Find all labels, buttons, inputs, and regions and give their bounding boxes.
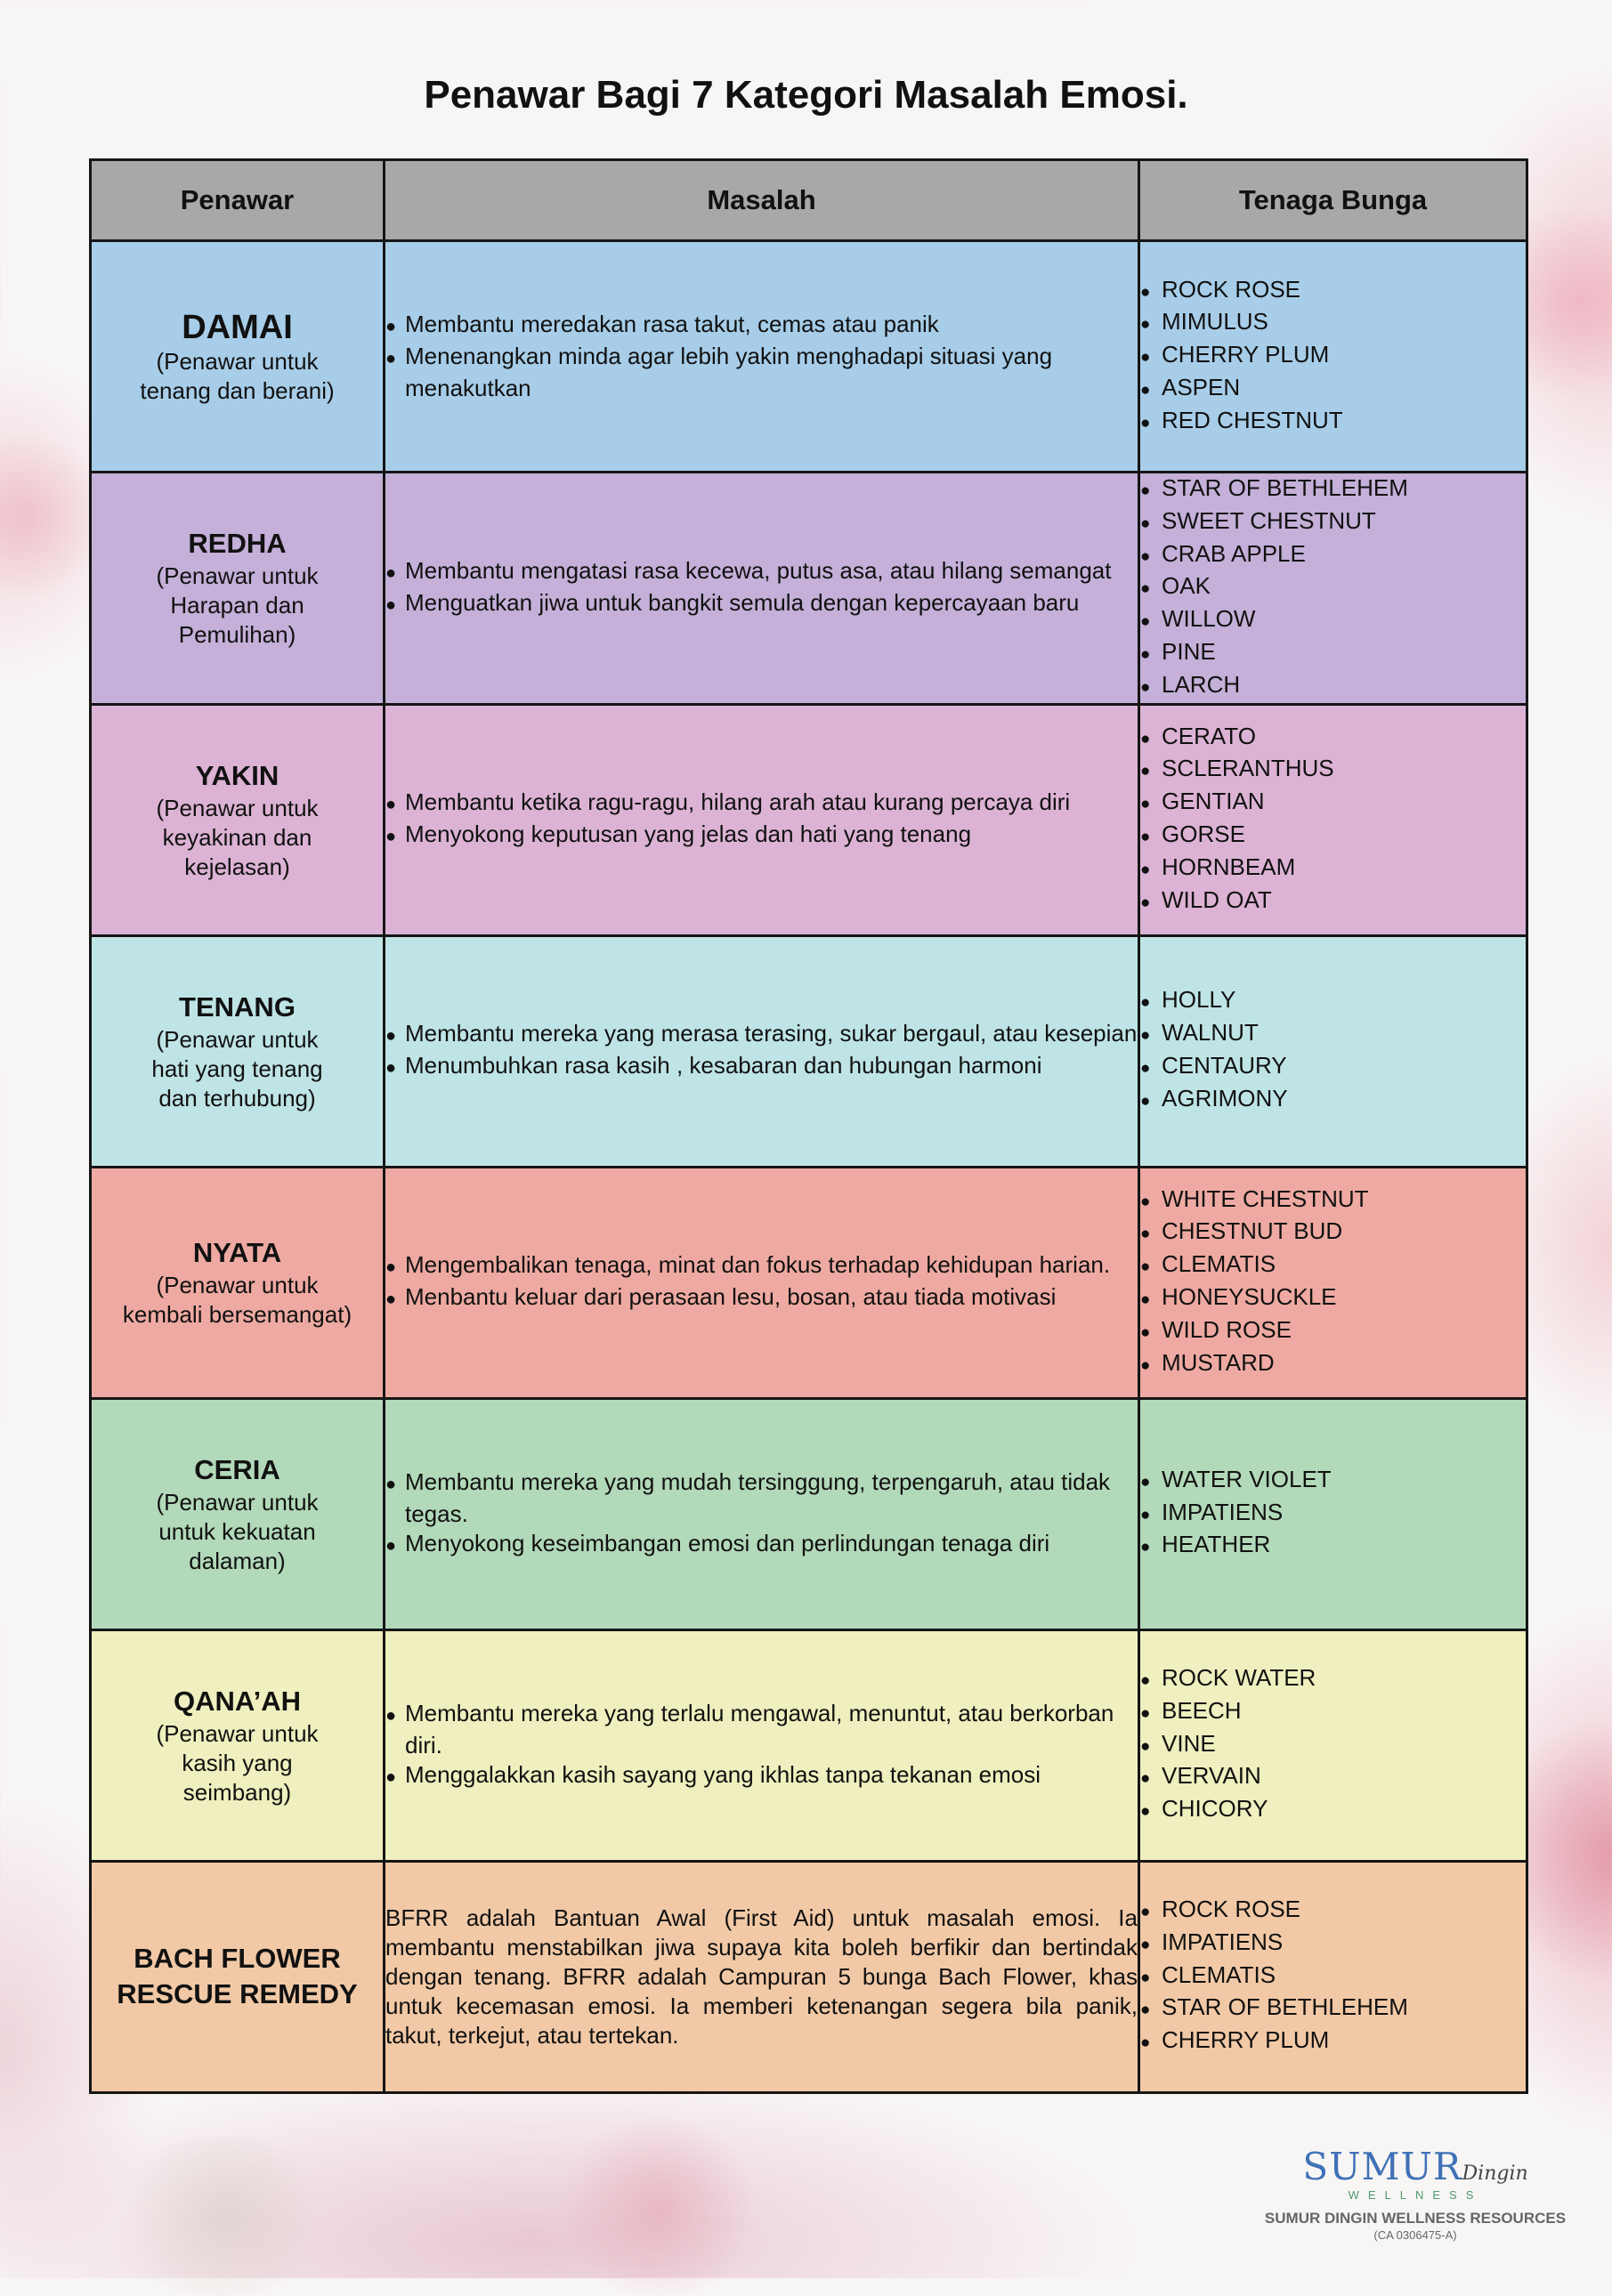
flower-item: ● CRAB APPLE	[1140, 539, 1526, 572]
flower-item: ● CHICORY	[1140, 1794, 1526, 1827]
flower-cell	[1139, 1167, 1527, 1398]
penawar-description: (Penawar untuk	[156, 562, 319, 590]
remedy-table	[89, 158, 1528, 2094]
flower-item: ● WATER VIOLET	[1140, 1465, 1526, 1498]
table-row	[91, 1861, 1527, 2092]
logo-script: Dingin	[1462, 2163, 1528, 2185]
penawar-cell	[91, 473, 385, 705]
penawar-cell	[91, 241, 385, 473]
flower-list	[1140, 473, 1526, 703]
flower-item: ● ASPEN	[1140, 373, 1526, 406]
flower-cell	[1139, 704, 1527, 935]
penawar-name: CERIA	[194, 1453, 280, 1485]
penawar-description: Harapan dan	[170, 592, 304, 619]
problem-item: ● Menyokong keputusan yang jelas dan hati yang tenang	[385, 820, 1138, 852]
logo-tagline: WELLNESS	[1348, 2188, 1483, 2202]
masalah-cell	[385, 1861, 1139, 2092]
masalah-cell	[385, 1167, 1139, 1398]
penawar-cell	[91, 935, 385, 1167]
table-row	[91, 241, 1527, 473]
problem-item: ● Membantu meredakan rasa takut, cemas atau panik	[385, 310, 1138, 342]
flower-list	[1140, 275, 1526, 439]
penawar-description: Pemulihan)	[178, 621, 296, 649]
flower-cell	[1139, 241, 1527, 473]
flower-list	[1140, 1895, 1526, 2058]
masalah-cell	[385, 1629, 1139, 1861]
penawar-name: DAMAI	[182, 308, 293, 346]
problem-item: ● Menguatkan jiwa untuk bangkit semula dengan kepercayaan baru	[385, 588, 1138, 620]
penawar-cell	[91, 1861, 385, 2092]
penawar-name: BACH FLOWER RESCUE REMEDY	[117, 1943, 358, 2010]
flower-item: ● WALNUT	[1140, 1018, 1526, 1051]
problem-list	[385, 1699, 1138, 1792]
flower-item: ● WILD ROSE	[1140, 1315, 1526, 1348]
flower-item: ● OAK	[1140, 571, 1526, 604]
problem-list	[385, 556, 1138, 620]
problem-item: ● Menyokong keseimbangan emosi dan perlindungan tenaga diri	[385, 1529, 1138, 1561]
penawar-description: (Penawar untuk	[156, 1272, 319, 1299]
table-row	[91, 473, 1527, 705]
page-title: Penawar Bagi 7 Kategori Masalah Emosi.	[424, 73, 1188, 117]
flower-item: ● BEECH	[1140, 1696, 1526, 1729]
problem-item: ● Menenangkan minda agar lebih yakin menghadapi situasi yang menakutkan	[385, 342, 1138, 403]
penawar-description: dalaman)	[189, 1547, 286, 1574]
penawar-description: (Penawar untuk	[156, 1719, 319, 1747]
penawar-description: (Penawar untuk	[156, 1025, 319, 1053]
flower-item: ● GENTIAN	[1140, 787, 1526, 820]
penawar-description: seimbang)	[182, 1778, 292, 1806]
problem-item: ● Menggalakkan kasih sayang yang ikhlas tanpa tekanan emosi	[385, 1760, 1138, 1792]
flower-item: ● HORNBEAM	[1140, 853, 1526, 885]
flower-item: ● PINE	[1140, 637, 1526, 670]
penawar-cell	[91, 704, 385, 935]
column-header-tenaga-bunga: Tenaga Bunga	[1139, 160, 1527, 241]
flower-item: ● IMPATIENS	[1140, 1928, 1526, 1960]
flower-item: ● WILLOW	[1140, 604, 1526, 637]
remedy-description: BFRR adalah Bantuan Awal (First Aid) untuk masalah emosi. Ia membantu menstabilkan jiwa supaya kita boleh berfikir dan bertindak dengan tenang. BFRR adalah Campuran 5 bunga Bach Flower, khas untuk kecemasan emosi. Ia memberi ketenangan segera bila panik, takut, terkejut, atau tertekan.	[385, 1904, 1138, 2049]
flower-item: ● CLEMATIS	[1140, 1249, 1526, 1282]
penawar-name: QANA’AH	[174, 1685, 301, 1717]
masalah-cell	[385, 935, 1139, 1167]
flower-item: ● WHITE CHESTNUT	[1140, 1184, 1526, 1217]
penawar-description: (Penawar untuk	[156, 1488, 319, 1516]
table-row	[91, 704, 1527, 935]
logo-registration: (CA 0306475-A)	[1373, 2228, 1457, 2242]
penawar-description: hati yang tenang	[151, 1055, 323, 1082]
flower-item: ● CERATO	[1140, 722, 1526, 755]
flower-item: ● ROCK ROSE	[1140, 275, 1526, 308]
flower-decoration	[107, 2136, 338, 2296]
penawar-description: untuk kekuatan	[158, 1517, 316, 1545]
penawar-description: kejelasan)	[184, 853, 290, 880]
flower-item: ● STAR OF BETHLEHEM	[1140, 1993, 1526, 2025]
flower-item: ● HONEYSUCKLE	[1140, 1282, 1526, 1315]
flower-item: ● HOLLY	[1140, 985, 1526, 1018]
flower-item: ● LARCH	[1140, 670, 1526, 703]
penawar-cell	[91, 1398, 385, 1629]
flower-decoration	[552, 2118, 765, 2296]
problem-list	[385, 1250, 1138, 1314]
flower-item: ● AGRIMONY	[1140, 1084, 1526, 1117]
flower-list	[1140, 722, 1526, 918]
logo-brand: SUMUR	[1302, 2145, 1462, 2188]
flower-item: ● GORSE	[1140, 820, 1526, 853]
problem-item: ● Membantu ketika ragu-ragu, hilang arah atau kurang percaya diri	[385, 788, 1138, 820]
company-logo	[1255, 2146, 1576, 2267]
flower-item: ● MUSTARD	[1140, 1348, 1526, 1381]
flower-cell	[1139, 1861, 1527, 2092]
flower-list	[1140, 1465, 1526, 1563]
flower-cell	[1139, 935, 1527, 1167]
problem-item: ● Membantu mengatasi rasa kecewa, putus asa, atau hilang semangat	[385, 556, 1138, 588]
penawar-name: TENANG	[179, 990, 296, 1023]
table-row	[91, 1398, 1527, 1629]
table-row	[91, 935, 1527, 1167]
problem-item: ● Mengembalikan tenaga, minat dan fokus terhadap kehidupan harian.	[385, 1250, 1138, 1282]
flower-item: ● MIMULUS	[1140, 307, 1526, 340]
flower-list	[1140, 1184, 1526, 1381]
penawar-description: kasih yang	[182, 1749, 293, 1776]
penawar-cell	[91, 1629, 385, 1861]
flower-cell	[1139, 1629, 1527, 1861]
flower-item: ● VINE	[1140, 1729, 1526, 1762]
flower-cell	[1139, 1398, 1527, 1629]
flower-item: ● CENTAURY	[1140, 1051, 1526, 1084]
problem-item: ● Menbantu keluar dari perasaan lesu, bosan, atau tiada motivasi	[385, 1282, 1138, 1314]
problem-item: ● Membantu mereka yang terlalu mengawal, menuntut, atau berkorban diri.	[385, 1699, 1138, 1760]
column-header-penawar: Penawar	[91, 160, 385, 241]
penawar-description: tenang dan berani)	[140, 376, 335, 404]
penawar-description: dan terhubung)	[158, 1084, 316, 1112]
problem-list	[385, 788, 1138, 852]
table-row	[91, 1167, 1527, 1398]
flower-item: ● CLEMATIS	[1140, 1960, 1526, 1993]
problem-item: ● Membantu mereka yang merasa terasing, sukar bergaul, atau kesepian	[385, 1019, 1138, 1051]
penawar-description: keyakinan dan	[162, 823, 312, 851]
flower-item: ● VERVAIN	[1140, 1761, 1526, 1794]
table-header-row	[91, 160, 1527, 241]
masalah-cell	[385, 1398, 1139, 1629]
masalah-cell	[385, 704, 1139, 935]
flower-item: ● IMPATIENS	[1140, 1498, 1526, 1531]
flower-item: ● WILD OAT	[1140, 885, 1526, 918]
table-row	[91, 1629, 1527, 1861]
penawar-name: NYATA	[192, 1237, 282, 1269]
masalah-cell	[385, 473, 1139, 705]
masalah-cell	[385, 241, 1139, 473]
flower-item: ● SWEET CHESTNUT	[1140, 506, 1526, 539]
flower-item: ● STAR OF BETHLEHEM	[1140, 473, 1526, 506]
problem-list	[385, 1019, 1138, 1083]
table-body	[91, 241, 1527, 2093]
problem-item: ● Menumbuhkan rasa kasih , kesabaran dan hubungan harmoni	[385, 1051, 1138, 1083]
flower-item: ● RED CHESTNUT	[1140, 406, 1526, 439]
problem-item: ● Membantu mereka yang mudah tersinggung, terpengaruh, atau tidak tegas.	[385, 1467, 1138, 1529]
column-header-masalah: Masalah	[385, 160, 1139, 241]
problem-list	[385, 1467, 1138, 1561]
penawar-name: YAKIN	[195, 759, 279, 791]
penawar-description: (Penawar untuk	[156, 794, 319, 821]
flower-item: ● CHESTNUT BUD	[1140, 1217, 1526, 1249]
penawar-cell	[91, 1167, 385, 1398]
problem-list	[385, 310, 1138, 403]
flower-item: ● CHERRY PLUM	[1140, 2025, 1526, 2058]
flower-item: ● ROCK WATER	[1140, 1663, 1526, 1696]
flower-item: ● SCLERANTHUS	[1140, 754, 1526, 787]
penawar-name: REDHA	[188, 528, 287, 560]
flower-item: ● ROCK ROSE	[1140, 1895, 1526, 1928]
flower-list	[1140, 985, 1526, 1116]
flower-list	[1140, 1663, 1526, 1827]
flower-item: ● HEATHER	[1140, 1530, 1526, 1563]
flower-item: ● CHERRY PLUM	[1140, 340, 1526, 373]
penawar-description: (Penawar untuk	[156, 347, 319, 375]
penawar-description: kembali bersemangat)	[122, 1301, 352, 1329]
logo-resources: SUMUR DINGIN WELLNESS RESOURCES	[1264, 2210, 1567, 2227]
flower-cell	[1139, 473, 1527, 705]
